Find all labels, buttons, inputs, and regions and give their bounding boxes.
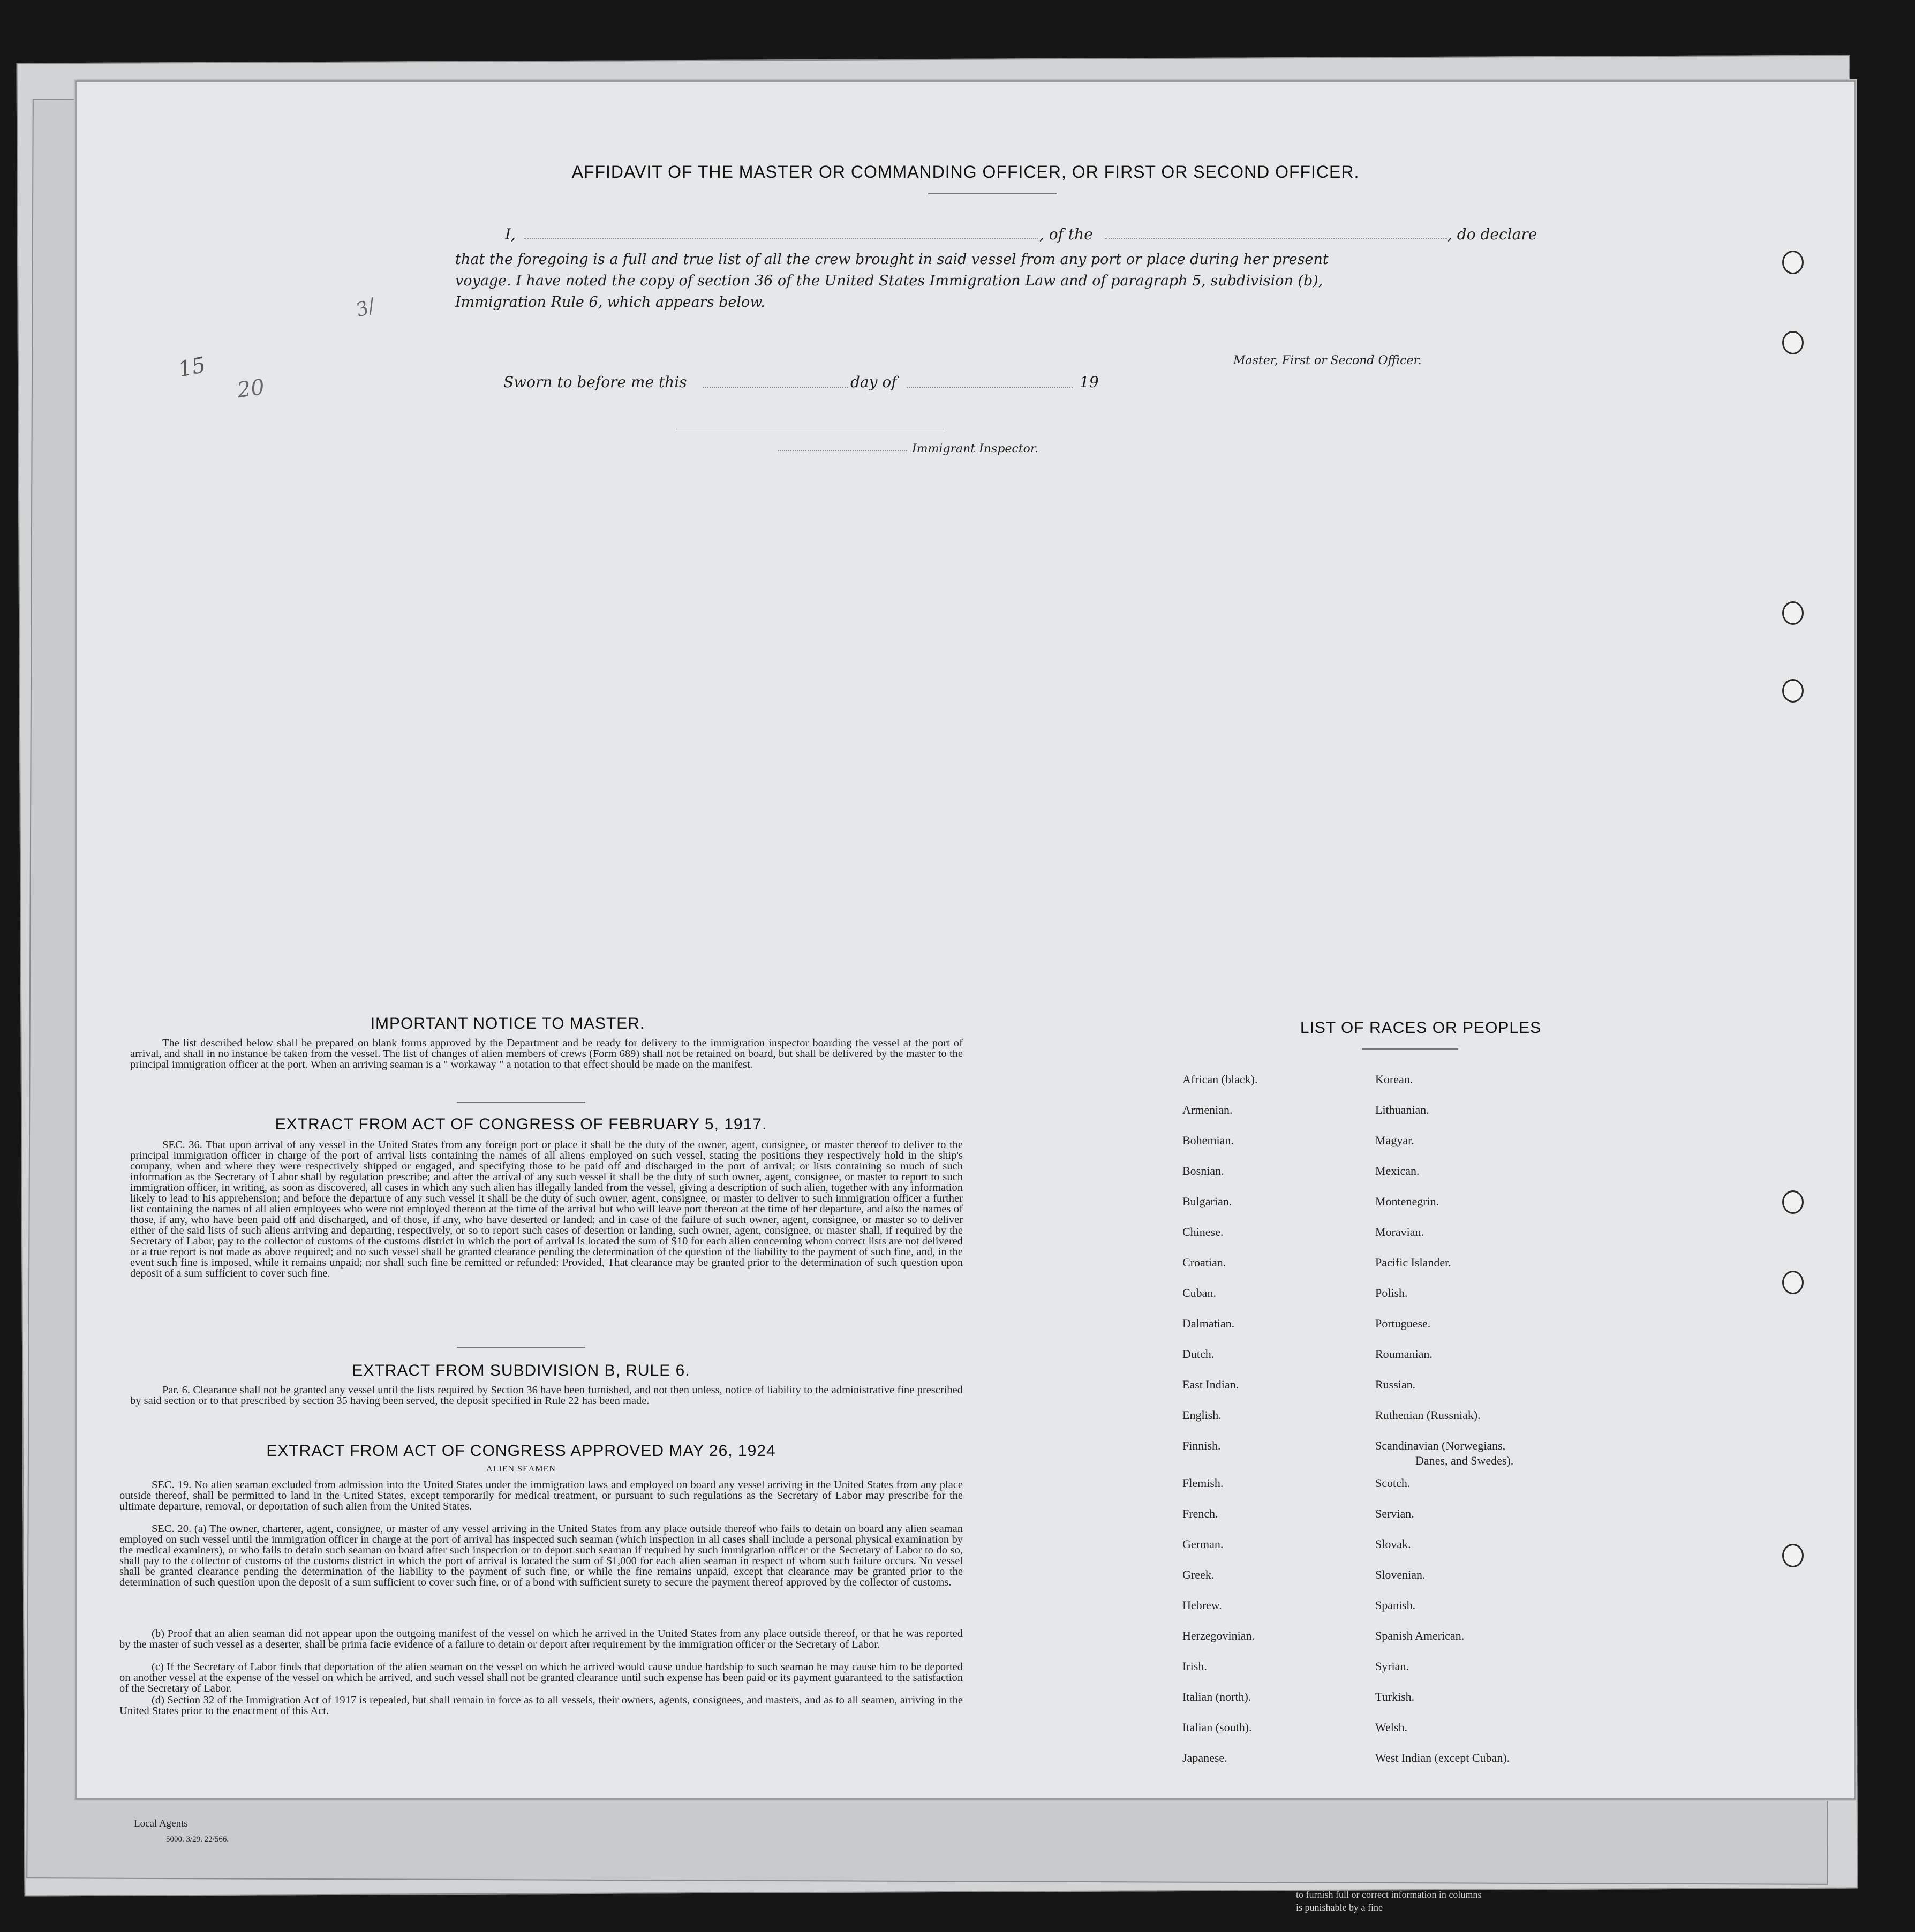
race-item: Turkish. (1375, 1690, 1415, 1703)
race-item: English. (1182, 1408, 1222, 1422)
extract-1917-text: SEC. 36. That upon arrival of any vessel in the United States from any foreign port or place it shall be the duty of the owner, agent, consignee, or master thereof to deliver to the principal immigration officer in charge of the port of arrival lists containing the names of all aliens employed on such vessel, stating the positions they respectively hold in the ship's company, when and where they were respectively shipped or engaged, and specifying those to be paid off and discharged in the port of arrival; or lists containing so much of such information as the Secretary of Labor shall by regulation prescribe; and after the arrival of any such vessel it shall be the duty of such owner, agent, consignee, or master to report to such immigration officer, in writing, as soon as discovered, all cases in which any such alien has illegally landed from the vessel, giving a description of such alien, together with any information likely to lead to his apprehension; and before the departure of any such vessel it shall be the duty of such owner, agent, consignee, or master to deliver to such immigration officer a further list containing the names of all alien employees who were not employed thereon at the time of the arrival but who will leave port thereon at the time of her departure, and also the names of those, if any, who have been paid off and discharged, and of those, if any, who have deserted or landed; and in case of the failure of such owner, agent, consignee, or master so to deliver either of the said lists of such aliens arriving and departing, respectively, or so to report such cases of desertion or landing, such owner, agent, consignee, or master shall, if required by the Secretary of Labor, pay to the collector of customs of the customs district in which the port of arrival is located the sum of $10 for each alien concerning whom correct lists are not delivered or a true report is not made as above required; and no such vessel shall be granted clearance pending the determination of the question of the liability to the payment of such fine, and, in the event such fine is imposed, while it remains unpaid; nor shall such fine be remitted or refunded: Provided, That clearance may be granted prior to the determination of such question upon deposit of a sum sufficient to cover such fine. (130, 1139, 963, 1279)
races-title-rule (1362, 1048, 1458, 1050)
under-sheet-text: is punishable by a fine (1296, 1902, 1383, 1913)
race-item: West Indian (except Cuban). (1375, 1751, 1510, 1764)
race-item: Pacific Islander. (1375, 1256, 1451, 1269)
race-item: Flemish. (1182, 1476, 1224, 1490)
race-item: Welsh. (1375, 1720, 1407, 1734)
extract-1924-paragraph: SEC. 19. No alien seaman excluded from admission into the United States under the immigration laws and employed on board any vessel arriving in the United States from any place outside thereof, shall be permitted to land in the United States, except temporarily for medical treatment, or pursuant to such regulations as the Secretary of Labor may prescribe for the ultimate departure, removal, or deportation of such alien from the United States. (119, 1479, 963, 1512)
manifest-page (75, 80, 1856, 1800)
sworn-label: Sworn to before me this (503, 373, 687, 391)
race-item: Polish. (1375, 1286, 1408, 1300)
race-item: Moravian. (1375, 1225, 1424, 1239)
race-item: Bohemian. (1182, 1134, 1234, 1147)
races-right-column (1375, 1073, 1622, 1865)
race-item: Dalmatian. (1182, 1317, 1235, 1330)
punch-hole-icon (1782, 331, 1804, 354)
of-the-label: , of the (1039, 225, 1093, 243)
punch-hole-icon (1782, 601, 1804, 625)
do-declare-label: , do declare (1447, 225, 1537, 243)
race-item: Greek. (1182, 1568, 1215, 1581)
race-item: Chinese. (1182, 1225, 1224, 1239)
race-item: Spanish. (1375, 1598, 1416, 1612)
race-item: Finnish. (1182, 1439, 1221, 1452)
race-item: Spanish American. (1375, 1629, 1465, 1642)
race-item: Scandinavian (Norwegians, (1375, 1439, 1506, 1452)
punch-hole-icon (1782, 1190, 1804, 1214)
race-item: Japanese. (1182, 1751, 1227, 1764)
notice-title: IMPORTANT NOTICE TO MASTER. (370, 1015, 645, 1032)
declaration-line: that the foregoing is a full and true list of all the crew brought in said vessel from any port or place during her present (455, 251, 1329, 268)
race-item: Mexican. (1375, 1164, 1420, 1178)
race-item: Bosnian. (1182, 1164, 1224, 1178)
punch-hole-icon (1782, 679, 1804, 703)
races-title: LIST OF RACES OR PEOPLES (1300, 1019, 1542, 1037)
master-signature-label: Master, First or Second Officer. (1233, 354, 1422, 367)
extract-1924-paragraph: (d) Section 32 of the Immigration Act of 1917 is repealed, but shall remain in force as to all vessels, their owners, agents, consignees, and masters, and as to all seamen, arriving in the United States prior to the enactment of this Act. (119, 1694, 963, 1717)
extract-1924-paragraph: (b) Proof that an alien seaman did not appear upon the outgoing manifest of the vessel on which he arrived in the United States from any place outside thereof, or that he was reported by the master of such vessel as a deserter, shall be prima facie evidence of a failure to detain or deport after requirement by the immigration officer or the Secretary of Labor. (119, 1628, 963, 1650)
extract-1924-subtitle: ALIEN SEAMEN (486, 1465, 556, 1474)
affidavit-title: AFFIDAVIT OF THE MASTER OR COMMANDING OFFICER, OR FIRST OR SECOND OFFICER. (571, 162, 1360, 182)
master-name-blank (524, 238, 1038, 239)
race-item: Bulgarian. (1182, 1195, 1232, 1208)
declaration-line: Immigration Rule 6, which appears below. (455, 294, 765, 311)
race-item: Cuban. (1182, 1286, 1216, 1300)
form-code: 5000. 3/29. 22/566. (166, 1835, 229, 1844)
inspector-dotted-line (778, 450, 907, 451)
race-item: Montenegrin. (1375, 1195, 1439, 1208)
extract-rule6-text: Par. 6. Clearance shall not be granted any vessel until the lists required by Section 36 have been furnished, and not then unless, notice of liability to the administrative fine prescribed by said section or to that prescribed by section 35 having been served, the deposit specified in Rule 22 has been made. (130, 1384, 963, 1407)
sworn-day-blank (703, 387, 848, 388)
race-item: Slovak. (1375, 1537, 1411, 1551)
race-item: Italian (south). (1182, 1720, 1252, 1734)
race-item: Armenian. (1182, 1103, 1233, 1116)
race-item: Ruthenian (Russniak). (1375, 1408, 1481, 1422)
inspector-label: Immigrant Inspector. (912, 442, 1038, 456)
race-item: Herzegovinian. (1182, 1629, 1255, 1642)
race-item: Roumanian. (1375, 1347, 1433, 1361)
declaration-line: voyage. I have noted the copy of section 36 of the United States Immigration Law and of paragraph 5, subdivision (b), (455, 273, 1323, 289)
section-rule (457, 1347, 585, 1348)
race-item: Syrian. (1375, 1659, 1409, 1673)
race-item: Dutch. (1182, 1347, 1215, 1361)
handwritten-mark: 15 (176, 352, 208, 382)
race-item: Magyar. (1375, 1134, 1414, 1147)
title-rule (928, 193, 1057, 194)
punch-hole-icon (1782, 1544, 1804, 1567)
vessel-name-blank (1105, 238, 1447, 239)
race-item: Portuguese. (1375, 1317, 1431, 1330)
extract-rule6-title: EXTRACT FROM SUBDIVISION B, RULE 6. (352, 1362, 690, 1379)
extract-1924-paragraph: SEC. 20. (a) The owner, charterer, agent, consignee, or master of any vessel arriving in the United States from any place outside thereof who fails to detain on board any alien seaman employed on such vessel until the immigration officer in charge at the port of arrival has inspected such seaman (which inspection in all cases shall include a personal physical examination by the medical examiners), or who fails to detain such seaman on board after such inspection or to deport such seaman if required by such immigration officer or the Secretary of Labor to do so, shall pay to the collector of customs of the customs district in which the port of arrival is located the sum of $1,000 for each alien seaman in respect of whom such failure occurs. No vessel shall be granted clearance pending the determination of the liability to the payment of such fine, or while the fine remains unpaid, except that clearance may be granted prior to the determination of such question upon the deposit of a sum sufficient to cover such fine, or of a bond with sufficient surety to secure the payment thereof approved by the collector of customs. (119, 1523, 963, 1588)
races-left-column (1182, 1073, 1343, 1865)
race-item: Italian (north). (1182, 1690, 1251, 1703)
race-item: Korean. (1375, 1073, 1413, 1086)
race-item: Croatian. (1182, 1256, 1226, 1269)
race-item: Lithuanian. (1375, 1103, 1429, 1116)
race-item: Danes, and Swedes). (1415, 1454, 1514, 1467)
year-prefix: 19 (1080, 373, 1099, 391)
handwritten-mark: 3/ (353, 295, 379, 322)
section-rule (457, 1102, 585, 1103)
notice-text: The list described below shall be prepared on blank forms approved by the Department and be ready for delivery to the immigration inspector boarding the vessel at the port of arrival, and shall in no instance be taken from the vessel. The list of changes of alien members of crews (Form 689) shall not be retained on board, but shall be delivered by the master to the principal immigration officer at the port. When an arriving seaman is a " workaway " a notation to that effect should be made on the manifest. (130, 1037, 963, 1070)
race-item: Irish. (1182, 1659, 1207, 1673)
race-item: Russian. (1375, 1378, 1416, 1391)
race-item: Hebrew. (1182, 1598, 1222, 1612)
local-agents-label: Local Agents (134, 1818, 188, 1829)
extract-1924-title: EXTRACT FROM ACT OF CONGRESS APPROVED MAY 26, 1924 (266, 1442, 776, 1460)
sworn-month-blank (907, 387, 1073, 388)
punch-hole-icon (1782, 251, 1804, 274)
extract-1917-title: EXTRACT FROM ACT OF CONGRESS OF FEBRUARY 5, 1917. (275, 1115, 767, 1133)
under-sheet-text: to furnish full or correct information in columns (1296, 1889, 1482, 1900)
race-item: African (black). (1182, 1073, 1258, 1086)
handwritten-mark: 20 (236, 374, 266, 403)
day-of-label: day of (850, 373, 897, 391)
race-item: East Indian. (1182, 1378, 1239, 1391)
race-item: French. (1182, 1507, 1218, 1520)
extract-1924-paragraph: (c) If the Secretary of Labor finds that deportation of the alien seaman on the vessel on which he arrived would cause undue hardship to such seaman he may cause him to be deported on another vessel at the expense of the vessel on which he arrived, and such vessel shall not be granted clearance until such expense has been paid or its payment guaranteed to the satisfaction of the Secretary of Labor. (119, 1661, 963, 1694)
race-item: Scotch. (1375, 1476, 1411, 1490)
punch-hole-icon (1782, 1271, 1804, 1294)
affidavit-i-label: I, (505, 225, 516, 243)
race-item: Slovenian. (1375, 1568, 1426, 1581)
race-item: German. (1182, 1537, 1224, 1551)
race-item: Servian. (1375, 1507, 1414, 1520)
